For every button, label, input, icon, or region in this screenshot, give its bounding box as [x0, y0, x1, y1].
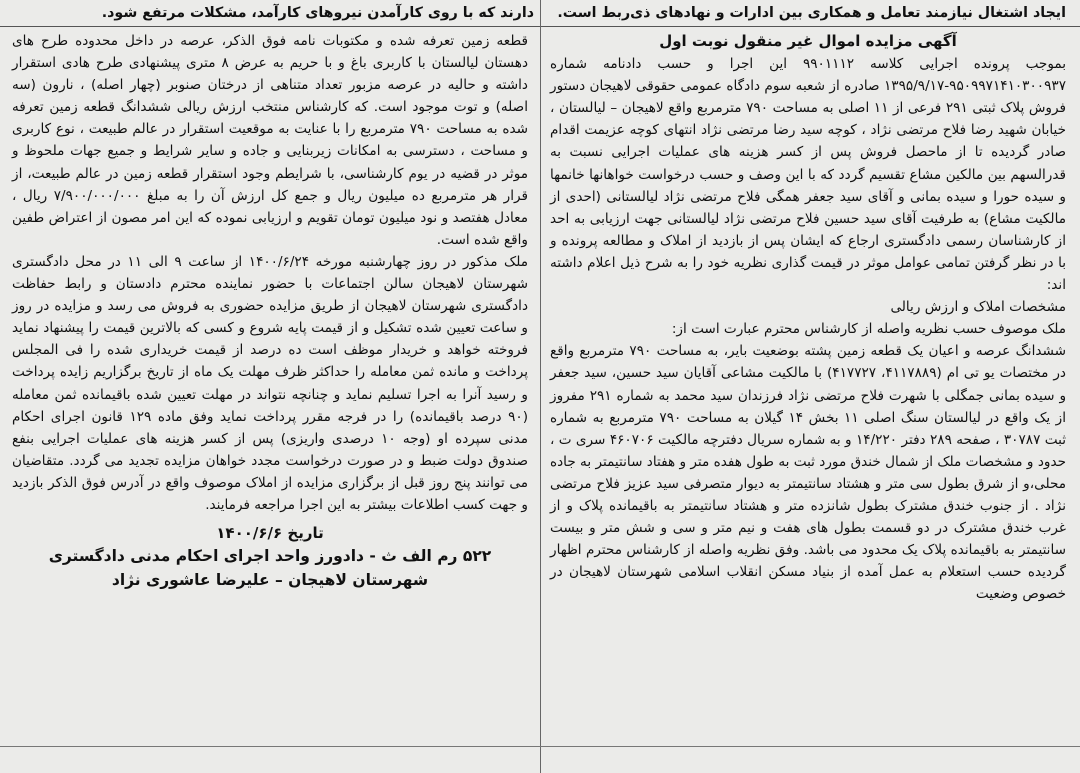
notice-paragraph: مشخصات املاک و ارزش ریالی [890, 299, 1066, 316]
notice-paragraph: ملک مذکور در روز چهارشنبه مورخه ۱۴۰۰/۶/۲۴ از ساعت ۹ الی ۱۱ در محل دادگستری شهرستان لاهیجان سالن اجتماعات با حضور نماینده محترم دادستان و رابط حفاظت دادگستری شهرستان لاهیجان از طریق مزایده حضوری به فروش می رسد و مزایده در روز و ساعت تعیین شده تشکیل و از قیمت پایه شروع و کسی که بالاترین قیمت را پیشنهاد نماید فروخته خواهد و خریدار موظف است ده درصد از قیمت خریداری شده را فی المجلس پرداخت و مانده ثمن معامله را حداکثر ظرف مهلت یک ماه از تاریخ برگزاریم زایده پرداخت و رسید آنرا به اجرا تسلیم نماید و چنانچه نتواند در مهلت تعیین شده باقیمانده ثمن معامله (۹۰ درصد باقیمانده) را در فرجه مقرر پرداخت نماید وفق ماده ۱۲۹ قانون اجرای احکام مدنی سپرده او (وجه ۱۰ درصدی واریزی) پس از کسر هزینه های عملیات اجرایی بنفع صندوق دولت ضبط و در صورت درخواست مجدد خواهان مزایده تجدید می گردد. متقاضیان می توانند پنج روز قبل از برگزاری مزایده از املاک موصوف واقع در آدرس فوق الذکر بازدید و جهت کسب اطلاعات بیشتر به این اجرا مراجعه فرمایند. [12, 253, 528, 513]
notice-signatory: شهرستان لاهیجان – علیرضا عاشوری نژاد [111, 571, 429, 590]
notice-signature [12, 522, 528, 592]
notice-left-column [12, 30, 528, 592]
notice-paragraph: ششدانگ عرصه و اعیان یک قطعه زمین پشته بوضعیت بایر، به مساحت ۷۹۰ مترمربع واقع در مختصات یو تی ام (۴۱۱۷۸۸۹، ۴۱۷۷۲۷) با مالکیت مشاعی آقایان سید حسین، سید جعفر و سیده بمانی جمگلی با شهرت فلاح مرتضی نژاد فرزندان سید محمد به شماره ۲۹۱ مفروز از یک واقع در لیالستان سنگ اصلی ۱۱ بخش ۱۴ گیلان به مساحت ۷۹۰ مترمربع به شماره ثبت ۳۰۷۸۷ ، صفحه ۲۸۹ دفتر ۱۴/۲۲۰ و به شماره سریال دفترچه مالکیت ۴۶۰۷۰۶ سری ت ، حدود و مشخصات ملک از شمال خندق مورد ثبت به طول هفده متر و هفتاد سانتیمتر به جاده محلی،و از شرق بطول سی متر و هشتاد سانتیمتر به دیوار متصرفی سید عزیز فلاح مرتضی نژاد . از جنوب خندق مشترک بطول شانزده متر و هشتاد سانتیمتر به باقیمانده پلاک و از غرب خندق مشترک در دو قسمت بطول های هفت و نیم متر و سی و شش متر و بیست سانتیمتر به باقیمانده پلاک یک محدود می باشد. وفق نظریه واصله از کارشناس محترم اظهار گردیده حسب استعلام به عمل آمده از بنیاد مسکن انقلاب اسلامی شهرستان لاهیجان در خصوص وضعیت [550, 343, 1067, 603]
column-divider [540, 0, 541, 773]
notice-title: آگهی مزایده اموال غیر منقول نوبت اول [659, 32, 957, 50]
notice-paragraph: ملک موصوف حسب نظریه واصله از کارشناس محترم عبارت است از: [671, 321, 1066, 338]
bottom-rule [0, 746, 1080, 747]
notice-right-column [550, 30, 1066, 605]
notice-office: ۵۲۲ رم الف ث - دادورز واحد اجرای احکام مدنی دادگستری [48, 547, 492, 566]
previous-article-tail-left: دارند که با روی کارآمدن نیروهای کارآمد، مشکلات مرتفع شود. [101, 5, 534, 21]
notice-paragraph: بموجب پرونده اجرایی کلاسه ۹۹۰۱۱۱۲ این اجرا و حسب دادنامه شماره ۹۵۰۹۹۷۱۴۱۰۳۰۰۹۳۷-۱۳۹۵/۹/۱۷ صادره از شعبه سوم دادگاه عمومی حقوقی لاهیجان دستور فروش پلاک ثبتی ۲۹۱ فرعی از ۱۱ اصلی به مساحت ۷۹۰ مترمربع واقع لاهیجان – لیالستان ، خیابان شهید رضا فلاح مرتضی نژاد ، کوچه سید رضا مرتضی نژاد انتهای کوچه عزیمت اقدام صادر گردیده تا از ماحصل فروش پس از کسر هزینه های عملیات اجرایی نسبت به قدرالسهم بین مالکین مشاع تقسیم گردد که با این وصف و حسب درخواست خواهانها خانمها و سیده حورا و سیده بمانی و آقای سید جعفر همگی فلاح مرتضی نژاد لیالستانی (احدی از مالکیت مشاع) به طرفیت آقای سید حسین فلاح مرتضی نژاد لیالستانی جهت ارزیابی به احد از کارشناسان رسمی دادگستری ارجاع که ایشان پس از بازدید از املاک و مطالعه پرونده و با در نظر گرفتن تمامی عوامل موثر در قیمت گذاری نظریه خود را به شرح ذیل اعلام داشته اند: [550, 56, 1066, 294]
notice-paragraph: قطعه زمین تعرفه شده و مکتوبات نامه فوق الذکر، عرصه در داخل محدوده طرح های دهستان لیالستان با کاربری باغ و با حریم به عرض ۸ متری پیشنهادی طرح هادی استقرار داشته و حالیه در عرصه مزبور تعداد متناهی از درختان صنوبر (چهار اصله) ، نارون (سه اصله) و توت موجود است. که کارشناس منتخب ارزش ریالی ششدانگ قطعه زمین تعرفه شده به مساحت ۷۹۰ مترمربع را با عنایت به موقعیت استقرار در عالم طبیعت ، نوع کاربری و مساحت ، دسترسی به امکانات زیربنایی و جاده و سایر شرایط و جمیع جهات ملحوظ و موثر در قضیه در یوم کارشناسی، با شرایطم وجود استقرار قطعه زمین در عالم طبیعت، از قرار هر مترمربع ده میلیون ریال و جمع کل ارزش آن را به مبلغ ۷/۹۰۰/۰۰۰/۰۰۰ ریال ، معادل هفتصد و نود میلیون تومان تقویم و ارزیابی نموده که این امر مصون از اعتراض طفین واقع شده است. [12, 33, 528, 248]
previous-article-tail-right: ایجاد اشتغال نیازمند تعامل و همکاری بین ادارات و نهادهای ذی‌ربط است. [557, 5, 1066, 21]
notice-date: تاریخ ۱۴۰۰/۶/۶ [216, 524, 324, 543]
